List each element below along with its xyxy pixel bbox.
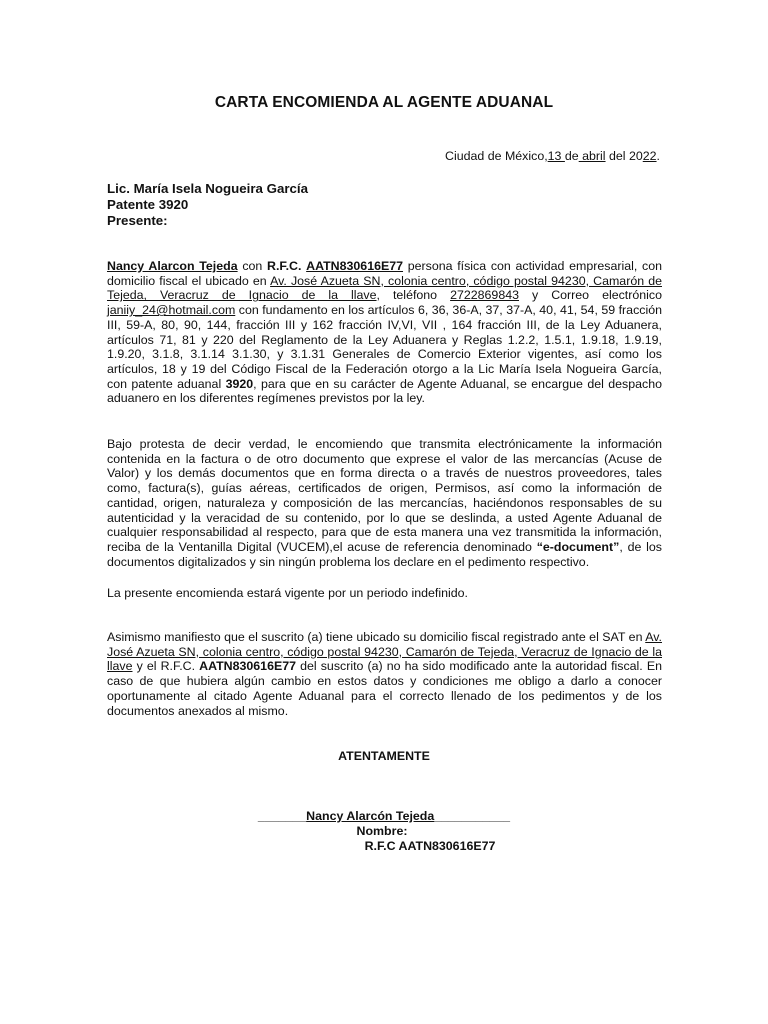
addressee-patent: Patente 3920	[107, 197, 189, 212]
text-span: y el R.F.C.	[132, 659, 200, 674]
grantor-rfc-2: AATN830616E77	[199, 659, 297, 674]
rfc-label: R.F.C.	[267, 259, 302, 273]
e-document-term: “e-document”	[536, 539, 620, 554]
text-span: , de los documentos digitalizados y sin ningún problema los declare en el pedimento respectivo.	[107, 539, 663, 569]
patent-number: 3920	[225, 376, 254, 391]
signature-rule-right: ___________	[434, 809, 511, 823]
signature-rule-left: _______	[257, 809, 307, 823]
date-de: de	[564, 149, 579, 163]
date-city: Ciudad de México,	[445, 149, 548, 163]
signer-rfc: R.F.C AATN830616E77	[364, 839, 496, 853]
email-address: janiiy_24@hotmail.com	[107, 303, 236, 318]
date-del: del 20	[605, 149, 643, 163]
addressee-greeting: Presente:	[107, 213, 168, 228]
text-span: Asimismo manifiesto que el suscrito (a) tiene ubicado su domicilio fiscal registrado ante el SAT en	[107, 630, 646, 644]
text-span: con	[237, 259, 267, 273]
date-month: abril	[578, 149, 606, 163]
text-span: , para que en su carácter de Agente Aduanal, se encargue del despacho aduanero en los diferentes regímenes previstos por la ley.	[107, 376, 663, 406]
addressee-block	[107, 181, 308, 229]
text-span: Bajo protesta de decir verdad, le encomiendo que transmita electrónicamente la información contenida en la factura o de otro documento que exprese el valor de las mercancías (Acuse de Valor) y los demás documentos que en forma directa o a través de nuestros proveedores, tales como, factura(s), guías aéreas, certificados de origen, Permisos, así como la información de cantidad, origen, naturaleza y composición de las mercancías, haciéndonos responsables de su autenticidad y la veracidad de su contenido, por lo que se deslinda, a usted Agente Aduanal de cualquier responsabilidad al respecto, para que de esta manera una vez transmitida la información, reciba de la Ventanilla Digital (VUCEM),el acuse de referencia denominado	[107, 437, 662, 554]
closing-word: ATENTAMENTE	[338, 749, 430, 763]
fiscal-address: Av. José Azueta SN, colonia centro, código postal 94230, Camarón de Tejeda, Veracruz de Ignacio de la llave	[107, 273, 662, 303]
text-span: y Correo electrónico	[519, 288, 663, 303]
signature-line	[0, 809, 768, 823]
date-year-end: 22	[642, 149, 657, 163]
date-line	[445, 149, 660, 163]
paragraph-declaration	[107, 437, 662, 569]
fiscal-address-2: Av. José Azueta SN, colonia centro, código postal 94230, Camarón de Tejeda, Veracruz de Ignacio de la llave	[107, 630, 662, 674]
grantor-name: Nancy Alarcon Tejeda	[107, 259, 238, 273]
grantor-rfc: AATN830616E77	[306, 259, 404, 273]
text-span: persona física con actividad empresarial, con domicilio fiscal el ubicado en	[107, 259, 662, 288]
text-span: , teléfono	[376, 288, 451, 303]
date-period: .	[656, 149, 660, 163]
paragraph-fiscal-domicile	[107, 630, 662, 718]
document-title: CARTA ENCOMIENDA AL AGENTE ADUANAL	[214, 94, 554, 111]
paragraph-mandate	[107, 259, 662, 406]
addressee-name: Lic. María Isela Nogueira García	[107, 181, 309, 196]
text-span: del suscrito (a) no ha sido modificado ante la autoridad fiscal. En caso de que hubiera algún cambio en estos datos y condiciones me obligo a darlo a conocer oportunamente al citado Agente Aduanal para el correcto llenado de los pedimentos y de los documentos anexados al mismo.	[107, 659, 662, 718]
nombre-label: Nombre:	[356, 824, 408, 838]
paragraph-validity: La presente encomienda estará vigente por un periodo indefinido.	[107, 586, 468, 600]
phone-number: 2722869843	[450, 288, 519, 303]
signer-name: Nancy Alarcón Tejeda	[306, 809, 435, 823]
text-span: con fundamento en los artículos 6, 36, 36-A, 37, 37-A, 40, 41, 54, 59 fracción III, 59-A, 80, 90, 144, fracción III y 162 fracción IV,VI, VII , 164 fracción III, de la Ley Aduanera, artículos 71, 81 y 220 del Reglamento de la Ley Aduanera y Reglas 1.2.2, 1.5.1, 1.9.18, 1.9.19, 1.9.20, 3.1.8, 3.1.14 3.1.30, y 3.1.31 Generales de Comercio Exterior vigentes, así como los artículos, 18 y 19 del Código Fiscal de la Federación otorgo a la Lic María Isela Nogueira García, con patente aduanal	[107, 303, 662, 391]
date-day: 13	[547, 149, 565, 163]
